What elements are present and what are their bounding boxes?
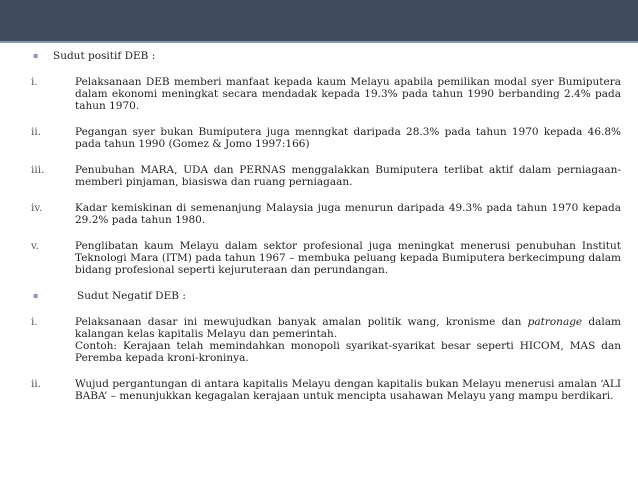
- square-bullet-icon: ▪: [33, 291, 39, 300]
- item-text-italic: patronage: [527, 316, 583, 328]
- item-number: ii.: [31, 126, 42, 138]
- positive-item-5: [31, 240, 621, 276]
- item-text: Kadar kemiskinan di semenanjung Malaysia juga menurun daripada 49.3% pada tahun 1970 kepada 29.2% pada tahun 1980.: [75, 202, 621, 226]
- positive-item-4: [31, 202, 621, 226]
- item-text: [75, 316, 621, 340]
- item-number: i.: [31, 316, 38, 328]
- negative-header-text: Sudut Negatif DEB :: [77, 290, 186, 302]
- positive-header: [31, 50, 621, 62]
- negative-header: [31, 290, 621, 302]
- item-number: iv.: [31, 202, 43, 214]
- item-text: Pegangan syer bukan Bumiputera juga menngkat daripada 28.3% pada tahun 1970 kepada 46.8% pada tahun 1990 (Gomez & Jomo 1997:166): [75, 126, 621, 150]
- item-text-start: Pelaksanaan dasar ini mewujudkan banyak amalan politik wang, kronisme dan: [75, 316, 528, 328]
- item-text: Penubuhan MARA, UDA dan PERNAS menggalakkan Bumiputera terlibat aktif dalam perniagaan- memberi pinjaman, biasiswa dan ruang perniagaan.: [75, 164, 621, 188]
- item-example: Contoh: Kerajaan telah memindahkan monopoli syarikat-syarikat besar seperti HICOM, MAS dan Peremba kepada kroni-kroninya.: [75, 340, 621, 364]
- title-bar-accent-line: [0, 41, 638, 43]
- positive-item-2: [31, 126, 621, 150]
- negative-item-2: [31, 378, 621, 402]
- positive-header-text: Sudut positif DEB :: [53, 50, 156, 62]
- square-bullet-icon: ▪: [33, 51, 39, 60]
- item-text: Pelaksanaan DEB memberi manfaat kepada kaum Melayu apabila pemilikan modal syer Bumiputera dalam ekonomi meningkat secara mendadak kepada 19.3% pada tahun 1990 berbanding 2.4% pada tahun 1970.: [75, 76, 621, 112]
- slide-content: [31, 50, 621, 402]
- title-bar: [0, 0, 638, 41]
- item-number: iii.: [31, 164, 45, 176]
- positive-item-1: [31, 76, 621, 112]
- item-number: i.: [31, 76, 38, 88]
- item-text-block: [75, 316, 621, 364]
- item-text-end: dalam kalangan kelas kapitalis Melayu dan pemerintah.: [75, 316, 621, 340]
- item-number: ii.: [31, 378, 42, 390]
- negative-item-1: [31, 316, 621, 364]
- item-number: v.: [31, 240, 40, 252]
- positive-item-3: [31, 164, 621, 188]
- item-text: Penglibatan kaum Melayu dalam sektor profesional juga meningkat menerusi penubuhan Institut Teknologi Mara (ITM) pada tahun 1967 – membuka peluang kepada Bumiputera berkecimpung dalam bidang profesional seperti kejuruteraan dan perundangan.: [75, 240, 621, 276]
- item-text: Wujud pergantungan di antara kapitalis Melayu dengan kapitalis bukan Melayu menerusi amalan ‘ALI BABA’ – menunjukkan kegagalan kerajaan untuk mencipta usahawan Melayu yang mampu berdikari.: [75, 378, 621, 402]
